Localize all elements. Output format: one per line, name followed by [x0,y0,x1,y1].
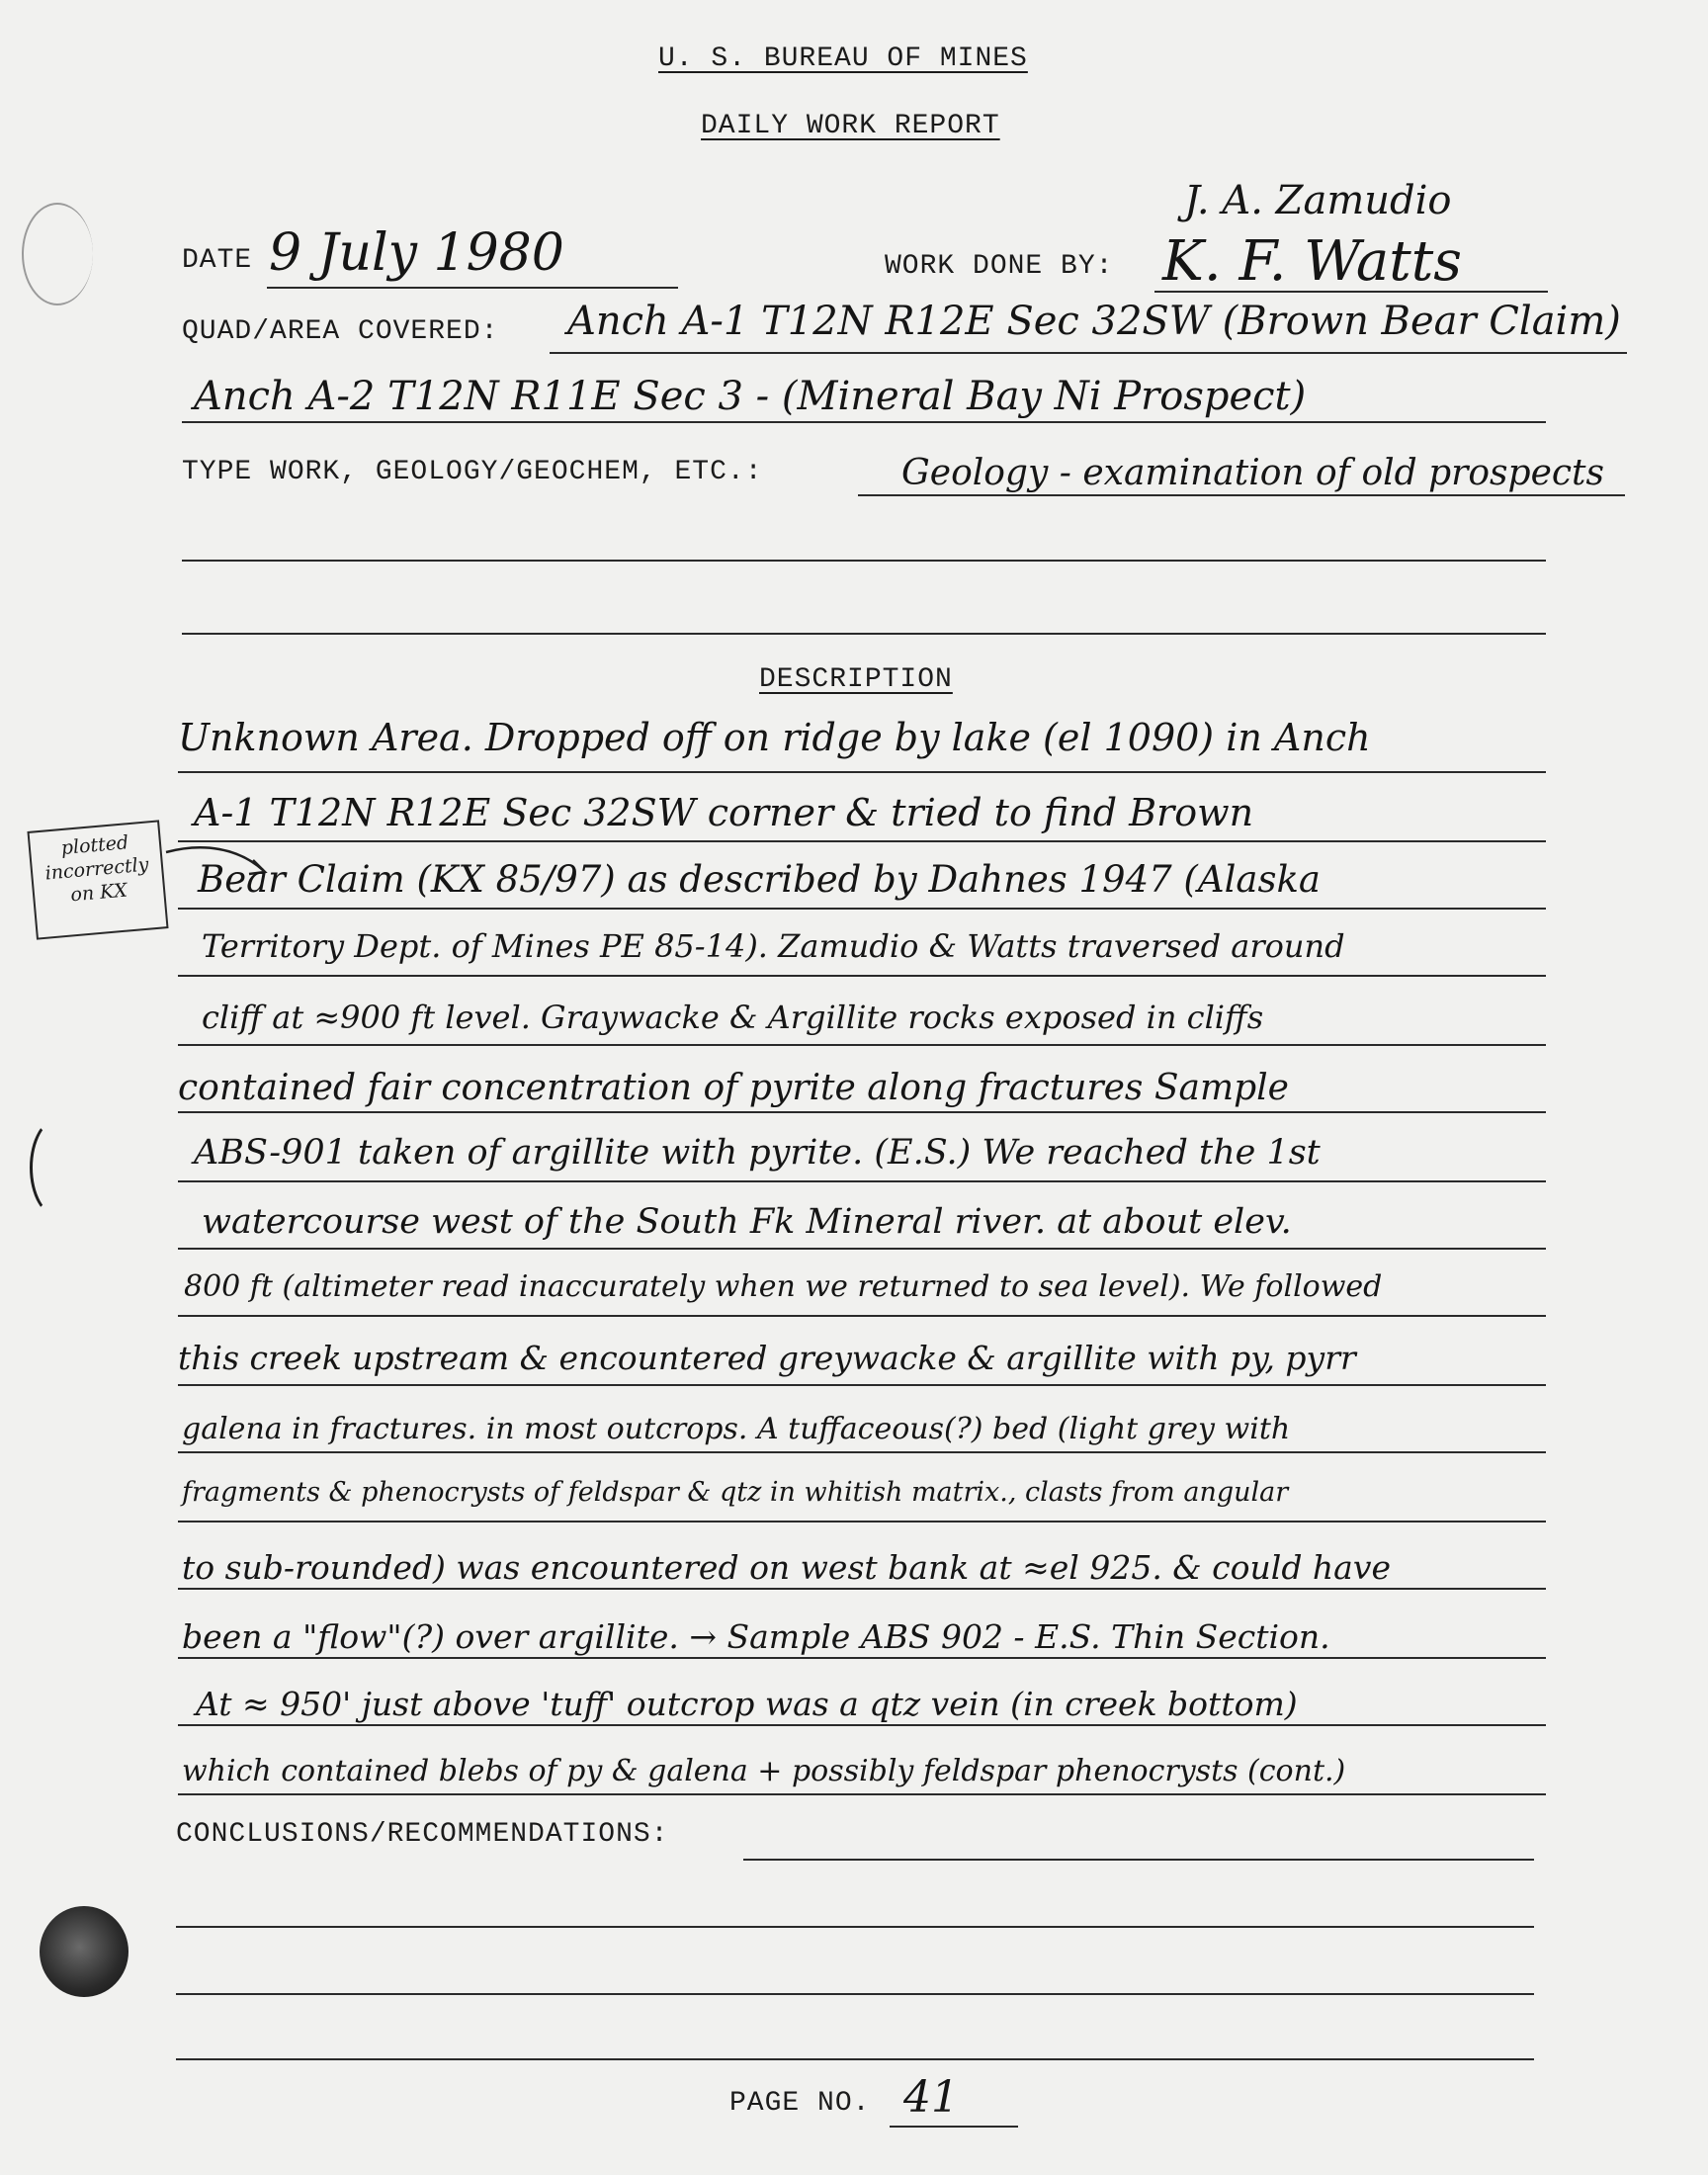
quad-label: QUAD/AREA COVERED: [182,316,499,347]
page-number-rule [890,2126,1018,2128]
desc-rule [178,1724,1546,1726]
desc-rule [178,1657,1546,1659]
quad-rule-1 [550,352,1627,354]
desc-rule [178,1111,1546,1113]
desc-rule [178,1315,1546,1317]
description-line: been a "flow"(?) over argillite. → Sample ABS 902 - E.S. Thin Section. [182,1617,1330,1656]
description-line: this creek upstream & encountered greywacke & argillite with py, pyrr [178,1339,1356,1377]
work-done-by-name-1: J. A. Zamudio [1184,178,1452,223]
blank-rule-2 [182,633,1546,635]
description-line: contained fair concentration of pyrite along fractures Sample [178,1068,1289,1108]
description-line: Bear Claim (KX 85/97) as described by Dahnes 1947 (Alaska [198,858,1321,901]
description-line: galena in fractures. in most outcrops. A tuffaceous(?) bed (light grey with [182,1412,1291,1446]
description-line: Unknown Area. Dropped off on ridge by lake (el 1090) in Anch [178,716,1371,759]
work-done-by-label: WORK DONE BY: [885,251,1114,282]
description-line: watercourse west of the South Fk Mineral river. at about elev. [202,1202,1292,1242]
type-work-rule [858,494,1625,496]
conclusions-rule-2 [176,1926,1534,1928]
date-value: 9 July 1980 [269,223,564,283]
date-rule [267,287,678,289]
description-line: fragments & phenocrysts of feldspar & qtz in whitish matrix., clasts from angular [182,1477,1289,1508]
desc-rule [178,1521,1546,1522]
blank-rule-1 [182,560,1546,562]
desc-rule [178,1451,1546,1453]
description-line: At ≈ 950' just above 'tuff' outcrop was a qtz vein (in creek bottom) [196,1685,1298,1723]
desc-rule [178,840,1546,842]
desc-rule [178,771,1546,773]
margin-note: plotted incorrectly on KX [27,820,168,939]
type-work-label: TYPE WORK, GEOLOGY/GEOCHEM, ETC.: [182,457,763,487]
conclusions-rule-3 [176,1993,1534,1995]
agency-title: U. S. BUREAU OF MINES [658,44,1028,74]
desc-rule [178,1588,1546,1590]
desc-rule [178,1384,1546,1386]
desc-rule [178,1044,1546,1046]
page-number-label: PAGE NO. [729,2088,871,2119]
desc-rule [178,975,1546,977]
description-line: which contained blebs of py & galena + possibly feldspar phenocrysts (cont.) [182,1754,1346,1788]
work-done-by-rule [1154,291,1548,293]
report-title: DAILY WORK REPORT [701,111,1000,141]
work-done-by-name-2: K. F. Watts [1162,229,1462,294]
description-line: A-1 T12N R12E Sec 32SW corner & tried to find Brown [194,791,1254,834]
description-line: ABS-901 taken of argillite with pyrite. (E.S.) We reached the 1st [194,1133,1321,1173]
desc-rule [178,1793,1546,1795]
type-work-value: Geology - examination of old prospects [901,453,1604,493]
desc-rule [178,1248,1546,1250]
description-line: cliff at ≈900 ft level. Graywacke & Argillite rocks exposed in cliffs [202,999,1264,1036]
punch-hole-middle [30,1117,88,1218]
conclusions-label: CONCLUSIONS/RECOMMENDATIONS: [176,1819,669,1850]
description-line: to sub-rounded) was encountered on west bank at ≈el 925. & could have [182,1548,1392,1587]
desc-rule [178,908,1546,910]
description-heading: DESCRIPTION [759,664,953,695]
description-line: Territory Dept. of Mines PE 85-14). Zamudio & Watts traversed around [202,927,1345,965]
description-line: 800 ft (altimeter read inaccurately when we returned to sea level). We followed [184,1269,1383,1304]
desc-rule [178,1180,1546,1182]
date-label: DATE [182,245,253,276]
conclusions-rule-4 [176,2058,1534,2060]
quad-value-line-1: Anch A-1 T12N R12E Sec 32SW (Brown Bear Claim) [567,299,1621,344]
punch-hole-top [22,203,93,305]
conclusions-rule-1 [743,1859,1534,1861]
page-number-value: 41 [903,2072,959,2123]
punch-hole-bottom [40,1906,128,1997]
quad-rule-2 [182,421,1546,423]
quad-value-line-2: Anch A-2 T12N R11E Sec 3 - (Mineral Bay Ni Prospect) [194,374,1307,419]
